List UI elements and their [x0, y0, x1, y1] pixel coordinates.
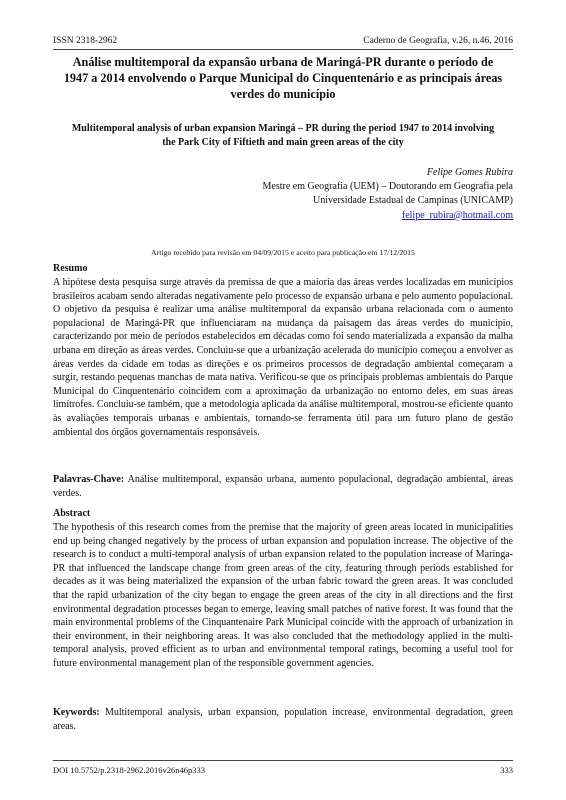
author-name: Felipe Gomes Rubira [426, 167, 513, 178]
palavras-chave [53, 473, 513, 500]
doi[interactable]: DOI 10.5752/p.2318-2962.2016v26n46p333 [53, 765, 206, 775]
palavras-chave-text: Análise multitemporal, expansão urbana, aumento populacional, degradação ambiental, áreas verdes. [53, 474, 513, 499]
resumo-text: A hipótese desta pesquisa surge através da premissa de que a maioria das áreas verdes localizadas em municípios brasileiros acabam sendo alteradas negativamente pelo processo de expansão urbana e pelo aumento populacional. O objetivo da pesquisa é realizar uma análise multitemporal da expansão urbana relacionada com o aumento populacional de Maringá-PR que influenciaram na mudança da paisagem das áreas verdes do município, caracterizando por meio de períodos estabelecidos em décadas como foi sendo materializada a expansão da malha urbana em direção as áreas verdes. Concluiu-se que a urbanização acelerada do município começou a envolver as áreas verdes da cidade em todas as direções e os primeiros processos de degradação ambiental começaram a surgir, restando pequenas manchas de mata nativa. Verificou-se que os principais problemas ambientais do Parque Municipal do Cinquentenário coincidem com a aproximação da urbanização no entorno deles, em suas áreas limítrofes. Concluiu-se também, que a metodologia aplicada da análise multitemporal, mostrou-se eficiente quanto às avaliações temporais urbanas e ambientais, tornando-se ferramenta útil para um futuro plano de gestão ambiental dos órgãos governamentais responsáveis. [53, 277, 513, 438]
author-block [263, 166, 513, 223]
page-footer [53, 765, 513, 775]
header-divider [53, 49, 513, 50]
issn: ISSN 2318-2962 [53, 36, 118, 46]
page-number: 333 [500, 765, 513, 775]
keywords-text: Multitemporal analysis, urban expansion, population increase, environmental degradation, green areas. [53, 707, 514, 732]
title-english: Multitemporal analysis of urban expansion Maringá – PR during the period 1947 to 2014 involving the Park City of Fiftieth and main green areas of the city [71, 123, 495, 148]
palavras-chave-label: Palavras-Chave: [53, 474, 125, 485]
page-header [53, 36, 513, 46]
abstract-text: The hypothesis of this research comes from the premise that the majority of green areas located in municipalities end up being changed negatively by the process of urban expansion and population increase. The objective of the research is to conduct a multi-temporal analysis of urban expansion related to the population increase of Maringa-PR that influenced the landscape change from green areas of the city, featuring through periods established for decades as it was being materialized the expansion of the urban fabric toward the green areas. It was concluded that the rapid urbanization of the city began to engage the green areas of the city in all directions and the first environmental degradation processes began to emerge, leaving small patches of native forest. It was found that the main environmental problems of the Cinquantenaire Park Municipal coincide with the approach of urbanization in their environment, in their neighboring areas. It was also concluded that the methodology applied in the multi-temporal analysis, proved efficient as to urban and environmental temporal ratings, becoming a useful tool for future environmental management plan of the responsible government agencies. [53, 522, 513, 669]
abstract-heading: Abstract [53, 508, 91, 519]
journal-citation: Caderno de Geografia, v.26, n.46, 2016 [363, 36, 513, 46]
author-affiliation-2: Universidade Estadual de Campinas (UNICAMP) [313, 195, 513, 207]
received-note: Artigo recebido para revisão em 04/09/2015 e aceito para publicação em 17/12/2015 [151, 248, 415, 257]
keywords-label: Keywords: [53, 707, 100, 718]
author-email-link[interactable]: felipe_rubira@hotmail.com [401, 209, 513, 221]
author-affiliation-1: Mestre em Geografia (UEM) – Doutorando em Geografia pela [262, 181, 513, 193]
footer-divider [53, 760, 513, 761]
title-portuguese: Análise multitemporal da expansão urbana de Maringá-PR durante o período de 1947 a 2014 envolvendo o Parque Municipal do Cinquentenário e as principais áreas verdes do município [63, 55, 503, 101]
keywords [53, 706, 513, 733]
resumo-heading: Resumo [53, 263, 88, 274]
